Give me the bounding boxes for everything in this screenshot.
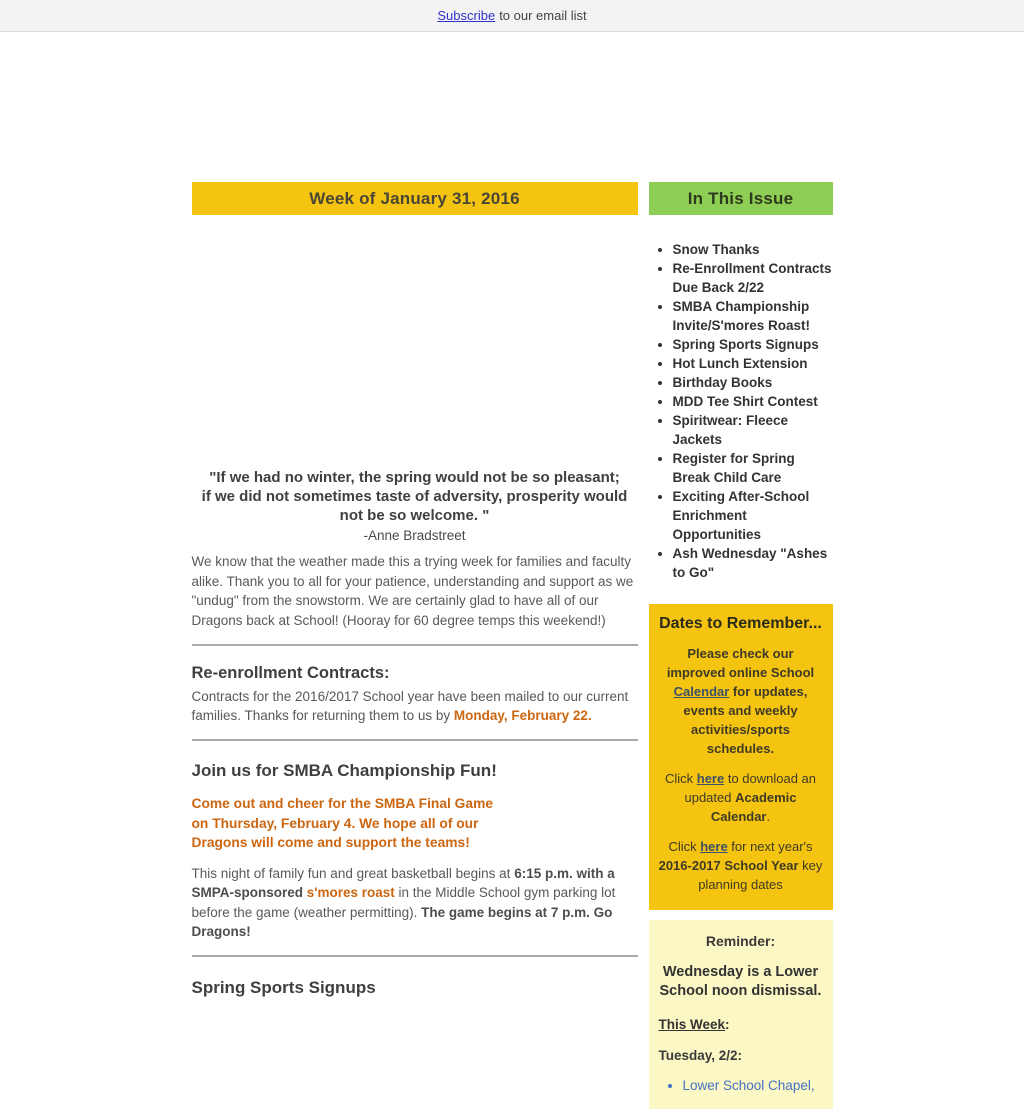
issue-item-spiritwear[interactable]: • Spiritwear: Fleece Jackets bbox=[673, 411, 833, 449]
issue-item-snow-thanks[interactable]: • Snow Thanks bbox=[673, 240, 833, 259]
reminder-dismissal-note: Wednesday is a Lower School noon dismissal. bbox=[659, 964, 822, 999]
issue-item-birthday-books[interactable]: • Birthday Books bbox=[673, 373, 833, 392]
dates-text: for updates, events and weekly activities/sports schedules. bbox=[683, 684, 808, 756]
academic-calendar-link[interactable]: here bbox=[696, 771, 725, 786]
tuesday-label: Tuesday, 2/2: bbox=[658, 1048, 743, 1063]
smores-roast-highlight: s'mores roast bbox=[306, 885, 395, 900]
dates-text: key planning dates bbox=[698, 858, 823, 892]
issue-list bbox=[649, 240, 833, 582]
issue-item-hot-lunch[interactable]: • Hot Lunch Extension bbox=[673, 354, 833, 373]
this-week-colon: : bbox=[725, 1017, 730, 1032]
smba-promo bbox=[192, 794, 638, 853]
dates-text: Click bbox=[668, 839, 701, 854]
issue-item-enrichment[interactable]: • Exciting After-School Enrichment Opportunities bbox=[673, 487, 833, 544]
smba-promo-line: on Thursday, February 4. We hope all of our bbox=[191, 815, 479, 831]
dates-text: Please check our improved online School bbox=[666, 646, 815, 680]
smba-detail-text: This night of family fun and great basketball begins at bbox=[191, 865, 515, 881]
quote-block bbox=[192, 468, 638, 525]
game-time-bold: The game begins at 7 p.m. Go Dragons! bbox=[191, 904, 613, 939]
smba-promo-line: Come out and cheer for the SMBA Final Game bbox=[191, 796, 494, 811]
calendar-link[interactable]: Calendar bbox=[673, 684, 730, 699]
dates-to-remember-box bbox=[649, 604, 833, 910]
this-week-underlined: This Week bbox=[658, 1017, 726, 1032]
issue-item-ash-wednesday[interactable]: • Ash Wednesday "Ashes to Go" bbox=[673, 544, 833, 582]
reminder-heading: Reminder: bbox=[705, 933, 776, 949]
smba-promo-line: Dragons will come and support the teams! bbox=[191, 835, 470, 850]
dates-text: Click bbox=[664, 771, 697, 786]
issue-item-spring-sports[interactable]: • Spring Sports Signups bbox=[673, 335, 833, 354]
issue-item-mdd-tee[interactable]: • MDD Tee Shirt Contest bbox=[673, 392, 833, 411]
week-banner: Week of January 31, 2016 bbox=[192, 182, 638, 215]
school-year-bold: 2016-2017 School Year bbox=[658, 858, 799, 873]
intro-paragraph: We know that the weather made this a trying week for families and faculty alike. Thank you to all for your patience, understanding and support as we "undug" from the snowstorm. We are certainly glad to have all of our Dragons back at School! (Hooray for 60 degree temps this weekend!) bbox=[191, 554, 634, 628]
section-divider bbox=[192, 739, 638, 741]
academic-calendar-bold: Academic Calendar bbox=[710, 790, 797, 824]
quote-author: -Anne Bradstreet bbox=[363, 528, 466, 543]
next-year-link[interactable]: here bbox=[700, 839, 728, 854]
reenrollment-paragraph bbox=[192, 687, 638, 726]
this-week-list bbox=[659, 1077, 823, 1095]
smba-heading: Join us for SMBA Championship Fun! bbox=[191, 761, 497, 780]
in-this-issue-banner: In This Issue bbox=[649, 182, 833, 215]
reminder-box bbox=[649, 920, 833, 1109]
dates-text: to download an updated bbox=[684, 771, 817, 805]
reenrollment-heading: Re-enrollment Contracts: bbox=[191, 663, 390, 682]
sidebar bbox=[649, 182, 833, 1109]
this-week-label bbox=[659, 1017, 823, 1032]
subscribe-link[interactable]: Subscribe bbox=[437, 8, 496, 23]
dates-heading: Dates to Remember... bbox=[659, 615, 822, 632]
smba-detail-text: in the Middle School gym parking lot before the game (weather permitting). bbox=[191, 885, 616, 920]
quote-line: "If we had no winter, the spring would not be so pleasant; bbox=[209, 469, 620, 486]
reenrollment-deadline: Monday, February 22. bbox=[453, 708, 592, 723]
issue-item-spring-break-care[interactable]: • Register for Spring Break Child Care bbox=[673, 449, 833, 487]
quote-line: not be so welcome. " bbox=[339, 507, 490, 524]
reenrollment-body: Contracts for the 2016/2017 School year have been mailed to our current families. Thanks for returning them to us by bbox=[191, 688, 629, 723]
newsletter-body bbox=[192, 182, 833, 1109]
dates-paragraph-next-year bbox=[658, 837, 824, 894]
subscribe-bar-text: to our email list bbox=[499, 8, 587, 23]
issue-item-smba[interactable]: • SMBA Championship Invite/S'mores Roast! bbox=[673, 297, 833, 335]
smba-details-paragraph bbox=[192, 864, 638, 942]
header-whitespace bbox=[0, 32, 1024, 182]
dates-text: . bbox=[766, 809, 771, 824]
section-divider bbox=[192, 955, 638, 957]
smba-time-bold: 6:15 p.m. with a SMPA-sponsored bbox=[191, 865, 615, 900]
section-divider bbox=[192, 644, 638, 646]
chapel-link[interactable]: • Lower School Chapel, bbox=[683, 1077, 823, 1095]
spring-sports-heading: Spring Sports Signups bbox=[191, 978, 376, 997]
dates-paragraph-academic bbox=[658, 769, 824, 826]
subscribe-bar bbox=[0, 0, 1024, 32]
newsletter-image-placeholder bbox=[192, 215, 638, 468]
dates-text: for next year's bbox=[727, 839, 813, 854]
issue-item-reenrollment[interactable]: • Re-Enrollment Contracts Due Back 2/22 bbox=[673, 259, 833, 297]
quote-line: if we did not sometimes taste of adversity, prosperity would bbox=[201, 488, 628, 505]
main-column bbox=[192, 182, 638, 998]
dates-paragraph-calendar bbox=[658, 644, 824, 758]
